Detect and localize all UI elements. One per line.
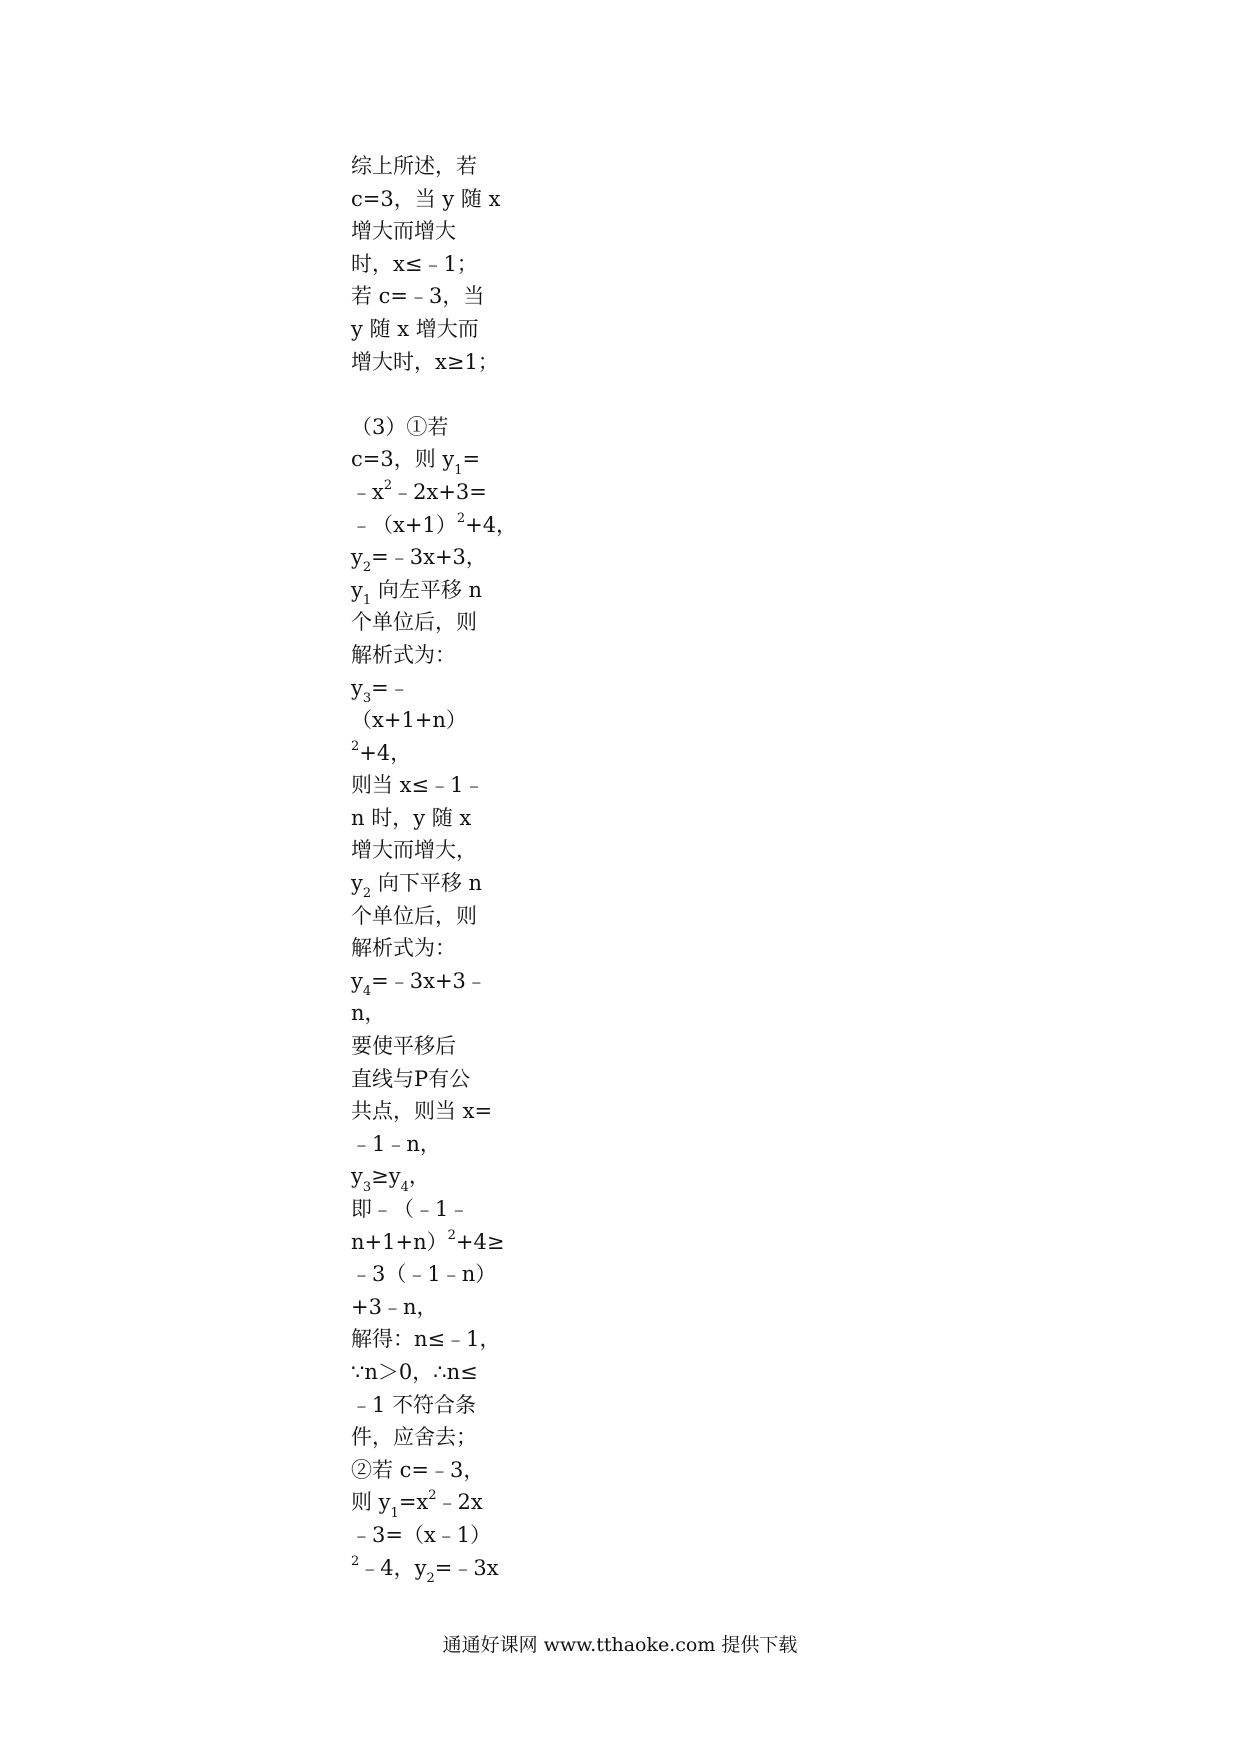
text-run: 增大而增大， <box>351 838 477 863</box>
solution-line <box>351 737 501 770</box>
text-run: （x+1+n） <box>351 708 467 733</box>
solution-line <box>351 150 501 183</box>
solution-line <box>351 476 501 509</box>
solution-line <box>351 932 501 965</box>
text-run: ﹣2x+3= <box>392 479 487 504</box>
solution-line <box>351 997 501 1030</box>
text-run: 时，x≤﹣1； <box>351 251 478 276</box>
superscript: 2 <box>428 1488 437 1504</box>
text-run: =﹣3x+3， <box>371 545 487 570</box>
text-run: n， <box>351 1001 386 1026</box>
solution-line <box>351 1552 501 1585</box>
superscript: 2 <box>447 1227 456 1243</box>
text-run: 解析式为： <box>351 642 456 667</box>
subscript: 3 <box>362 1179 372 1195</box>
solution-line <box>351 280 501 313</box>
footer-credit: 通通好课网 www.tthaoke.com 提供下载 <box>442 1634 798 1656</box>
text-run: n+1+n） <box>351 1229 448 1254</box>
subscript: 2 <box>362 560 372 576</box>
solution-line <box>351 965 501 998</box>
text-run: （3）①若 <box>351 414 449 439</box>
text-run: 个单位后，则 <box>351 903 477 928</box>
solution-line <box>351 411 501 444</box>
text-run: 则当 x≤﹣1﹣ <box>351 773 485 798</box>
solution-text <box>351 150 518 1586</box>
text-run: 向左平移 n <box>371 577 483 602</box>
subscript: 4 <box>362 984 372 1000</box>
solution-line <box>351 346 501 379</box>
text-run: 增大而增大 <box>351 219 456 244</box>
text-run: +4， <box>359 740 412 765</box>
text-run: +4≥ <box>455 1229 505 1254</box>
text-run: +4， <box>465 512 518 537</box>
text-run: +3﹣n， <box>351 1294 438 1319</box>
text-run: ﹣2x <box>436 1490 483 1515</box>
text-run: y <box>351 545 363 570</box>
solution-line <box>351 1030 501 1063</box>
solution-line <box>351 639 501 672</box>
text-run: n 时，y 随 x <box>351 805 472 830</box>
text-run: 向下平移 n <box>371 871 483 896</box>
solution-line <box>351 802 501 835</box>
solution-line <box>351 1356 501 1389</box>
text-run: ﹣x <box>351 479 384 504</box>
solution-line <box>351 704 501 737</box>
solution-line <box>351 1128 501 1161</box>
subscript: 2 <box>362 886 372 902</box>
solution-line <box>351 1519 501 1552</box>
solution-line <box>351 541 501 574</box>
subscript: 1 <box>390 1505 399 1521</box>
text-run: y <box>351 871 363 896</box>
solution-line <box>351 443 501 476</box>
solution-line <box>351 1454 501 1487</box>
text-run: ∵n＞0，∴n≤ <box>351 1359 478 1384</box>
solution-line <box>351 1226 505 1259</box>
text-run: ﹣1﹣n， <box>351 1131 441 1156</box>
text-run: 直线与P有公 <box>351 1066 471 1091</box>
text-run: 个单位后，则 <box>351 610 477 635</box>
text-run: y 随 x 增大而 <box>351 316 479 341</box>
subscript: 3 <box>362 690 372 706</box>
solution-line <box>351 606 501 639</box>
solution-line <box>351 1063 501 1096</box>
text-run: 即﹣（﹣1﹣ <box>351 1197 470 1221</box>
text-run: =x <box>398 1490 429 1515</box>
solution-line <box>351 1421 501 1454</box>
solution-line <box>351 769 501 802</box>
solution-line <box>351 1389 501 1422</box>
text-run: = <box>462 447 481 472</box>
text-run: c=3，当 y 随 x <box>351 186 501 211</box>
solution-line <box>351 1160 501 1193</box>
subscript: 2 <box>426 1570 435 1586</box>
solution-line <box>351 1095 501 1128</box>
superscript: 2 <box>383 477 393 493</box>
solution-line <box>351 900 501 933</box>
text-run: 则 y <box>351 1490 391 1515</box>
solution-line <box>351 1258 501 1291</box>
superscript: 2 <box>351 1553 360 1569</box>
solution-line <box>351 574 501 607</box>
text-run: y <box>351 1164 363 1189</box>
text-run: y <box>351 968 363 993</box>
superscript: 2 <box>351 738 360 754</box>
text-run: 要使平移后 <box>351 1034 456 1059</box>
text-run: =﹣ <box>371 675 410 700</box>
text-run: 件，应舍去； <box>351 1425 477 1450</box>
solution-line <box>351 1323 501 1356</box>
subscript: 1 <box>362 592 372 608</box>
text-run: 增大时，x≥1； <box>351 349 499 374</box>
solution-line <box>351 183 501 216</box>
text-run: ﹣（x+1） <box>351 512 457 537</box>
solution-line <box>351 248 501 281</box>
superscript: 2 <box>456 510 466 526</box>
solution-line <box>351 672 501 705</box>
subscript: 1 <box>454 462 463 478</box>
text-run: ﹣1 不符合条 <box>351 1392 477 1417</box>
text-run: =﹣3x+3﹣ <box>371 968 487 993</box>
text-run: =﹣3x <box>434 1555 499 1580</box>
text-run: 若 c=﹣3，当 <box>351 284 485 309</box>
solution-line <box>351 1193 501 1226</box>
text-run: ≥y <box>371 1164 401 1189</box>
text-run: ﹣3=（x﹣1） <box>351 1522 492 1547</box>
text-run: ﹣4，y <box>359 1555 427 1580</box>
solution-line <box>351 509 518 542</box>
text-run: 综上所述，若 <box>351 154 477 178</box>
text-run: 解得：n≤﹣1， <box>351 1327 501 1352</box>
text-run: 解析式为： <box>351 936 456 961</box>
text-run: y <box>351 577 363 602</box>
text-run: ②若 c=﹣3， <box>351 1457 485 1482</box>
solution-line <box>351 378 501 411</box>
text-run: 共点，则当 x= <box>351 1099 493 1124</box>
text-run: c=3，则 y <box>351 447 455 472</box>
text-run: y <box>351 675 363 700</box>
solution-line <box>351 1291 501 1324</box>
solution-line <box>351 215 501 248</box>
solution-line <box>351 867 501 900</box>
subscript: 4 <box>400 1179 409 1195</box>
solution-line <box>351 834 501 867</box>
text-run: ， <box>408 1164 430 1189</box>
solution-line <box>351 313 501 346</box>
solution-line <box>351 1486 501 1519</box>
text-run: ﹣3（﹣1﹣n） <box>351 1262 497 1287</box>
